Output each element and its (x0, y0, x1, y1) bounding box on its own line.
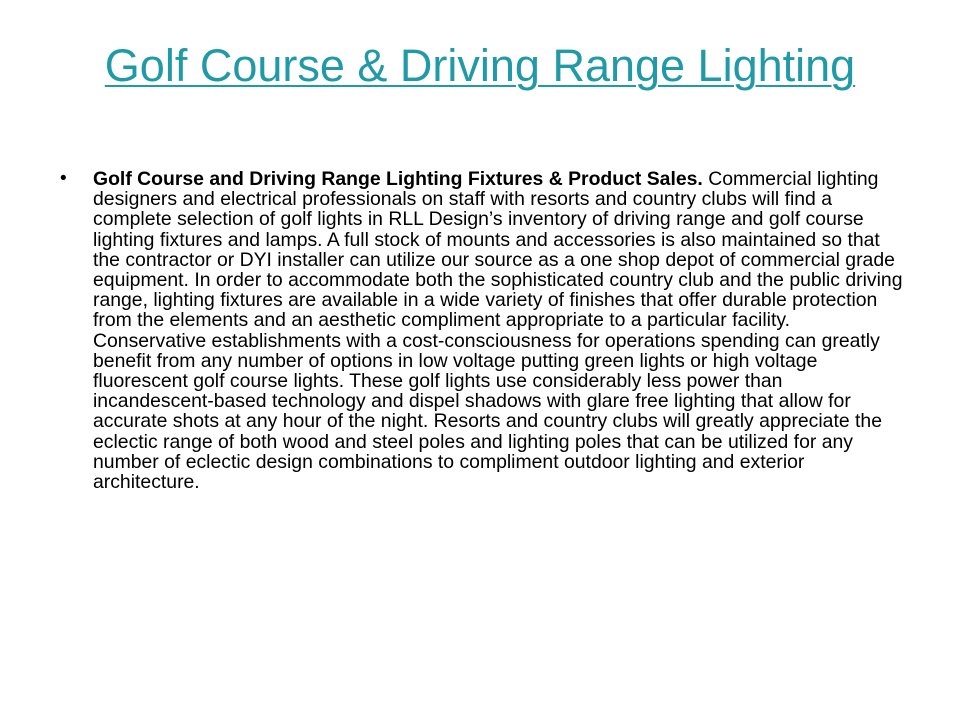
bullet-dot-icon: • (60, 168, 67, 189)
bullet-body-text: Commercial lighting designers and electrical professionals on staff with resorts and country clubs will find a complete selection of golf lights in RLL Design’s inventory of driving range and golf course lighting fixtures and lamps. A full stock of mounts and accessories is also maintained so that the contractor or DYI installer can utilize our source as a one shop depot of commercial grade equipment. In order to accommodate both the sophisticated country club and the public driving range, lighting fixtures are available in a wide variety of finishes that offer durable protection from the elements and an aesthetic compliment appropriate to a particular facility. Conservative establishments with a cost-consciousness for operations spending can greatly benefit from any number of options in low voltage putting green lights or high voltage fluorescent golf course lights. These golf lights use considerably less power than incandescent-based technology and dispel shadows with glare free lighting that allow for accurate shots at any hour of the night. Resorts and country clubs will greatly appreciate the eclectic range of both wood and steel poles and lighting poles that can be utilized for any number of eclectic design combinations to compliment outdoor lighting and exterior architecture. (93, 168, 903, 494)
title-link[interactable]: Golf Course & Driving Range Lighting (104, 40, 856, 91)
bullet-item (48, 169, 903, 492)
slide-title (90, 36, 870, 96)
bullet-lead-text: Golf Course and Driving Range Lighting Fixtures & Product Sales. (93, 168, 703, 190)
bullet-list (48, 169, 903, 492)
